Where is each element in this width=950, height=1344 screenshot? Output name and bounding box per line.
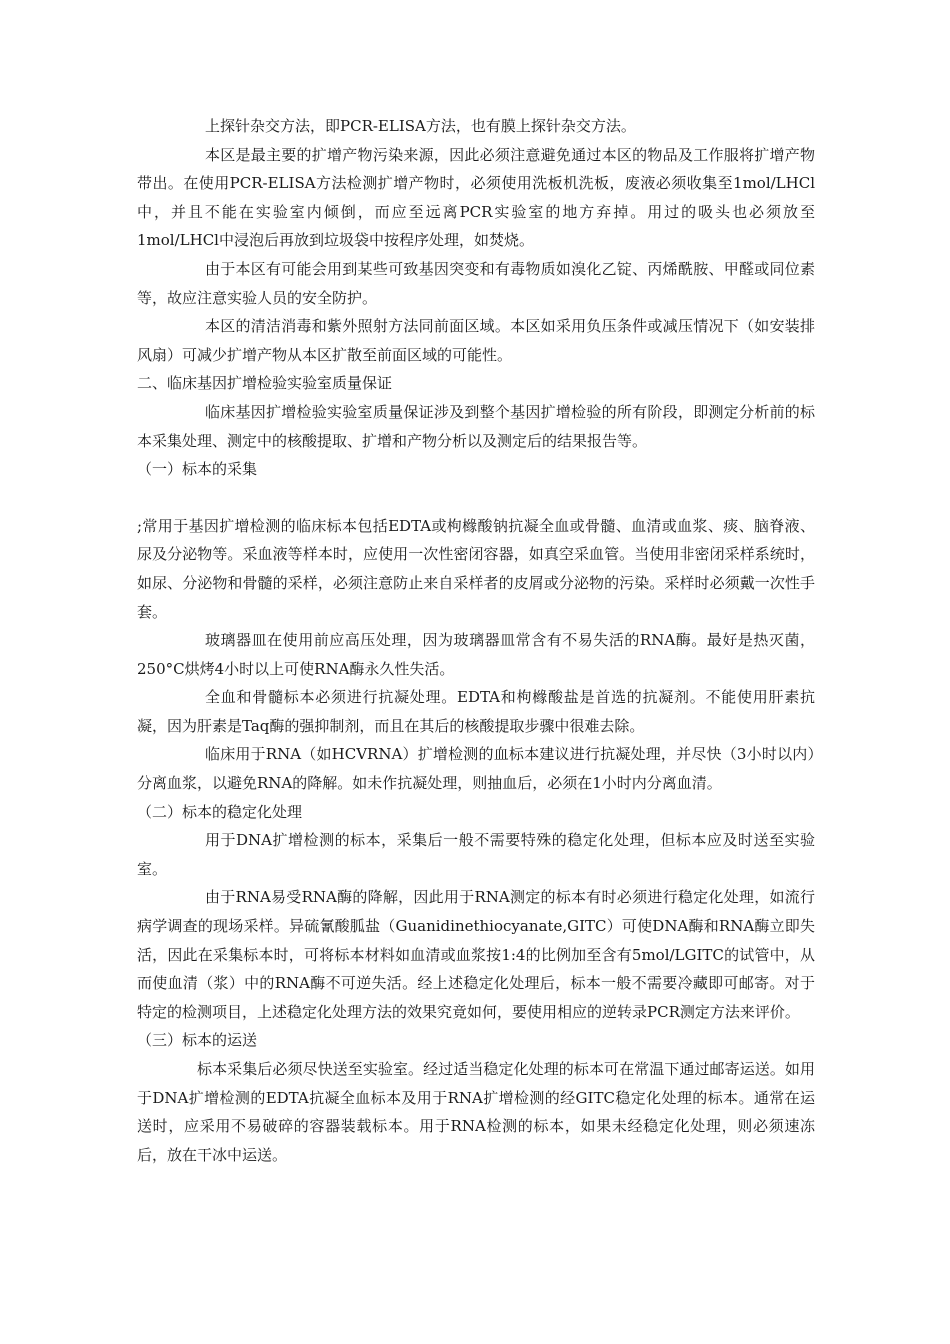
paragraph-transport: 标本采集后必须尽快送至实验室。经过适当稳定化处理的标本可在常温下通过邮寄运送。如用于DNA扩增检测的EDTA抗凝全血标本及用于RNA扩增检测的经GITC稳定化处理的标本。通常在运送时，应采用不易破碎的容器装载标本。用于RNA检测的标本，如果未经稳定化处理，则必须速冻后，放在干冰中运送。 (137, 1060, 815, 1164)
paragraph-probe-methods: 上探针杂交方法，即PCR-ELISA方法，也有膜上探针杂交方法。 (205, 117, 636, 135)
paragraph-contamination-source: 本区是最主要的扩增产物污染来源，因此必须注意避免通过本区的物品及工作服将扩增产物带出。在使用PCR-ELISA方法检测扩增产物时，必须使用洗板机洗板，废液必须收集至1mol/LHCl中，并且不能在实验室内倾倒，而应至远离PCR实验室的地方弃掉。用过的吸头也必须放至1mol/LHCl中浸泡后再放到垃圾袋中按程序处理，如焚烧。 (137, 145, 815, 250)
section-heading-quality-assurance: 二、临床基因扩增检验实验室质量保证 (137, 374, 393, 393)
paragraph-rna-blood: 临床用于RNA（如HCVRNA）扩增检测的血标本建议进行抗凝处理，并尽快（3小时以内）分离血浆，以避免RNA的降解。如未作抗凝处理，则抽血后，必须在1小时内分离血清。 (137, 745, 815, 793)
blank-line (137, 484, 815, 512)
paragraph-glassware: 玻璃器皿在使用前应高压处理，因为玻璃器皿常含有不易失活的RNA酶。最好是热灭菌，250°C烘烤4小时以上可使RNA酶永久性失活。 (137, 631, 815, 678)
paragraph-dna-stabilization: 用于DNA扩增检测的标本，采集后一般不需要特殊的稳定化处理，但标本应及时送至实验室。 (137, 831, 815, 878)
paragraph-clinical-samples: ;常用于基因扩增检测的临床标本包括EDTA或枸橼酸钠抗凝全血或骨髓、血清或血浆、痰、脑脊液、尿及分泌物等。采血液等样本时，应使用一次性密闭容器，如真空采血管。当使用非密闭采样系统时，如尿、分泌物和骨髓的采样，必须注意防止来自采样者的皮屑或分泌物的污染。采样时必须戴一次性手套。 (137, 516, 815, 621)
subheading-transport: （三）标本的运送 (137, 1031, 258, 1050)
document-body (137, 112, 815, 1169)
paragraph-anticoagulation: 全血和骨髓标本必须进行抗凝处理。EDTA和枸橼酸盐是首选的抗凝剂。不能使用肝素抗凝，因为肝素是Taq酶的强抑制剂，而且在其后的核酸提取步骤中很难去除。 (137, 688, 815, 735)
subheading-stabilization: （二）标本的稳定化处理 (137, 802, 303, 821)
paragraph-cleaning: 本区的清洁消毒和紫外照射方法同前面区域。本区如采用负压条件或减压情况下（如安装排风扇）可减少扩增产物从本区扩散至前面区域的可能性。 (137, 317, 815, 364)
subheading-sample-collection: （一）标本的采集 (137, 460, 258, 479)
paragraph-quality-overview: 临床基因扩增检验实验室质量保证涉及到整个基因扩增检验的所有阶段，即测定分析前的标本采集处理、测定中的核酸提取、扩增和产物分析以及测定后的结果报告等。 (137, 402, 815, 450)
paragraph-safety: 由于本区有可能会用到某些可致基因突变和有毒物质如溴化乙锭、丙烯酰胺、甲醛或同位素等，故应注意实验人员的安全防护。 (137, 259, 815, 307)
paragraph-rna-stabilization: 由于RNA易受RNA酶的降解，因此用于RNA测定的标本有时必须进行稳定化处理，如流行病学调查的现场采样。异硫氰酸胍盐（Guanidinethiocyanate,GITC）可使DNA酶和RNA酶立即失活，因此在采集标本时，可将标本材料如血清或血浆按1:4的比例加至含有5mol/LGITC的试管中，从而使血清（浆）中的RNA酶不可逆失活。经上述稳定化处理后，标本一般不需要冷藏即可邮寄。对于特定的检测项目，上述稳定化处理方法的效果究竟如何，要使用相应的逆转录PCR测定方法来评价。 (137, 888, 815, 1021)
